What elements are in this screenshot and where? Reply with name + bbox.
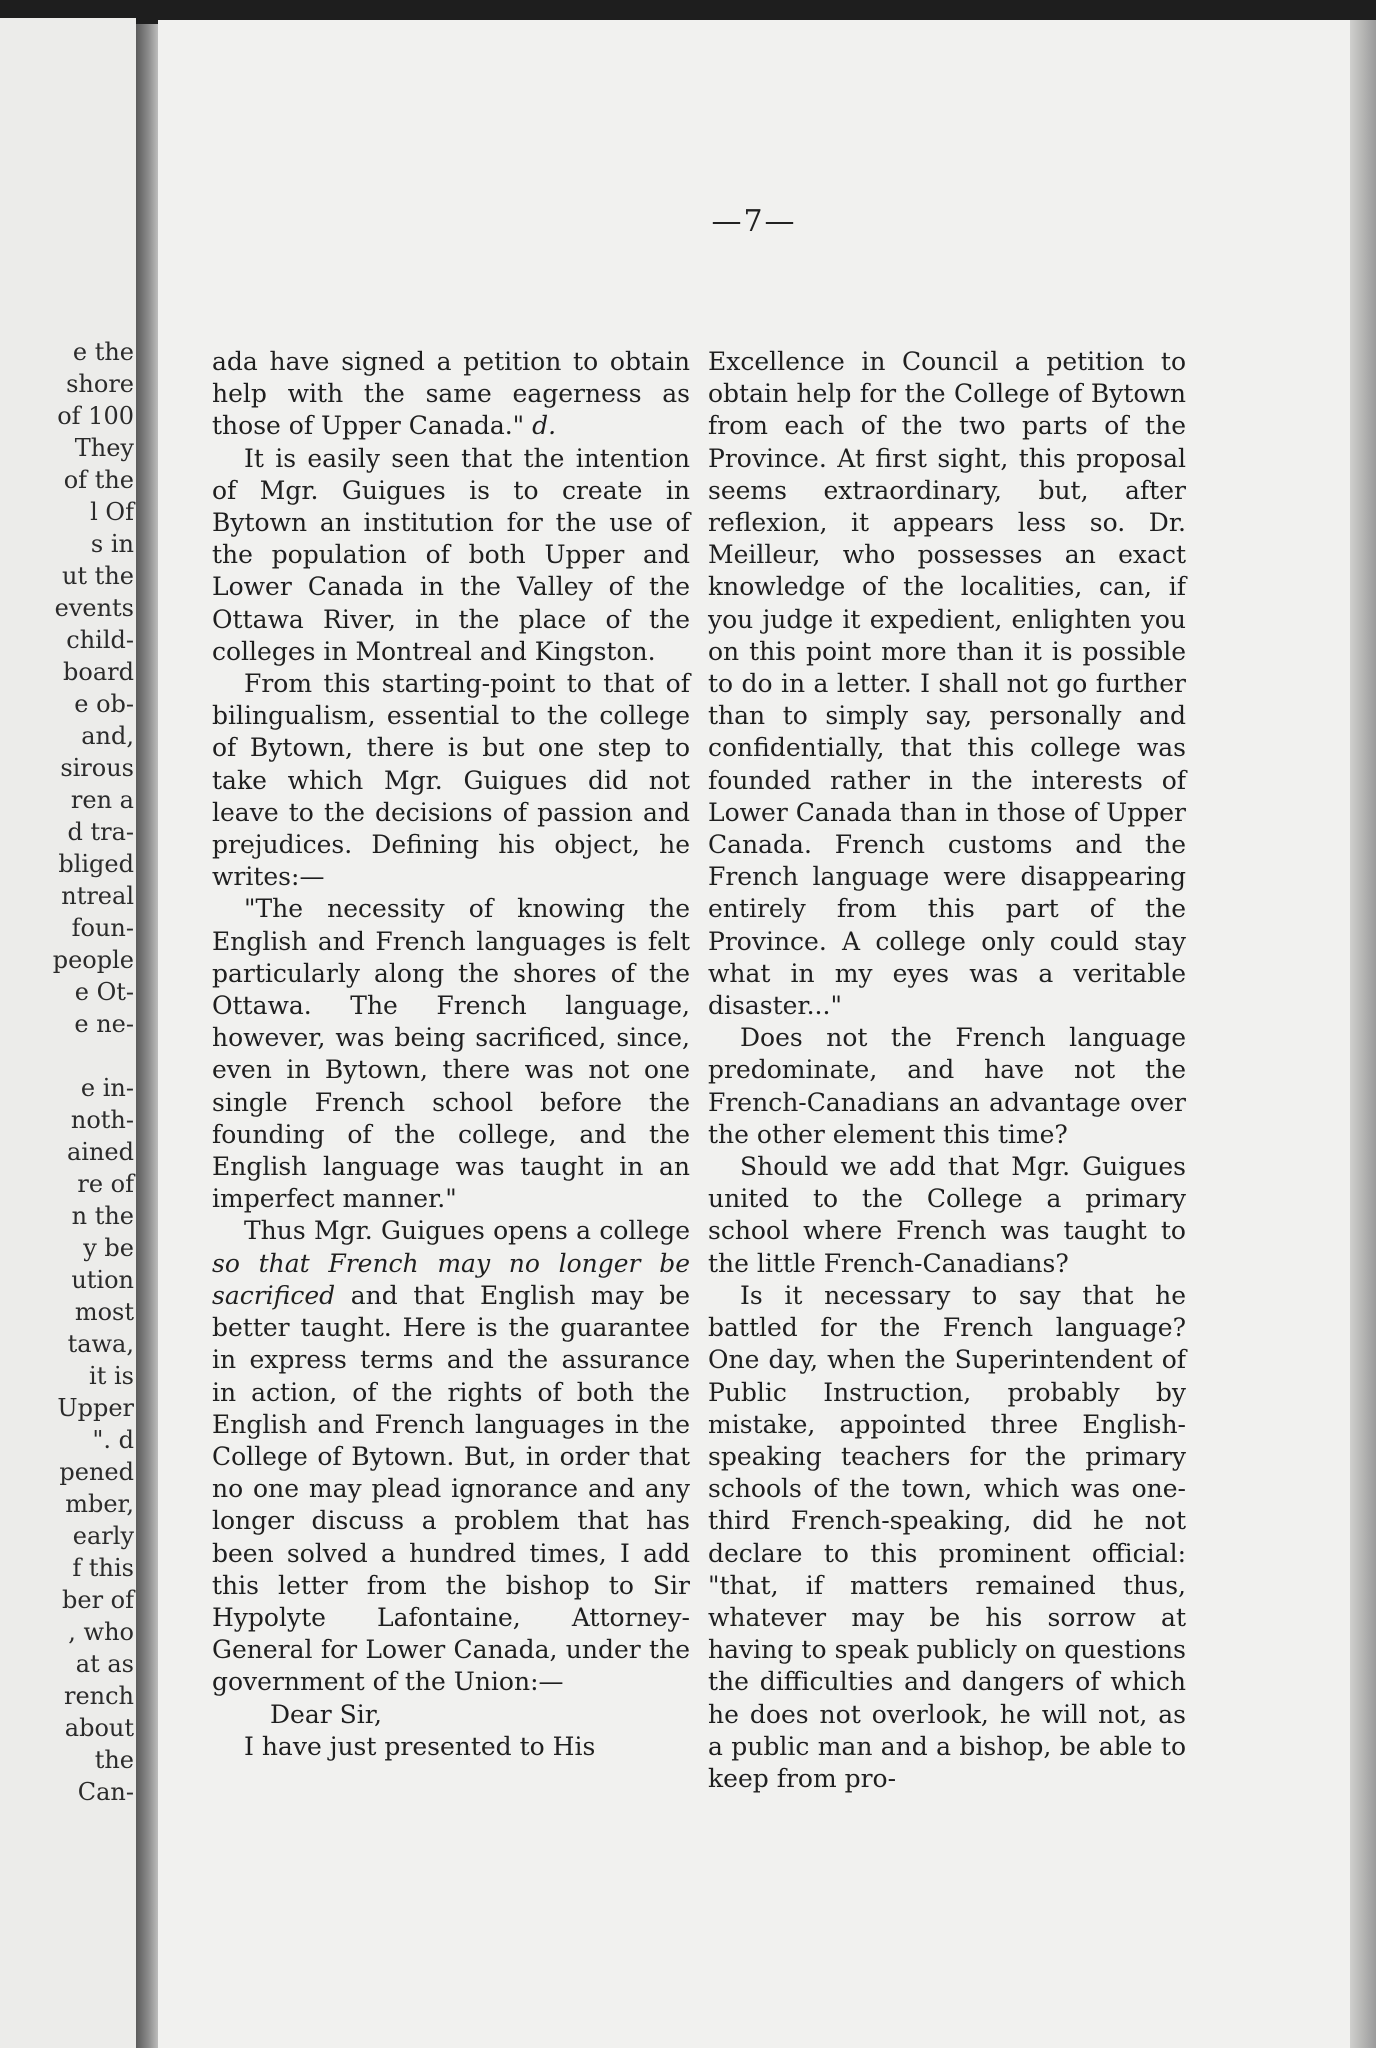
- text-column-right: [708, 346, 1186, 1795]
- facing-page-line: , who: [68, 1618, 134, 1646]
- facing-page-line: ren a: [70, 786, 134, 814]
- facing-page-line: noth-: [70, 1106, 134, 1134]
- paragraph: Is it necessary to say that he battled for the French language? One day, when the Superintendent of Public Instruction, probably by mistake, appointed three English-speaking teachers for the primary schools of the town, which was one-third French-speaking, did he not declare to this prominent official: "that, if matters remained thus, whatever may be his sorrow at having to speak publicly on questions the difficulties and dangers of which he does not overlook, he will not, as a public man and a bishop, be able to keep from pro-: [708, 1280, 1186, 1793]
- facing-page-line: tawa,: [67, 1330, 134, 1358]
- paragraph: Should we add that Mgr. Guigues united to the College a primary school where French was taught to the little French-Canadians?: [708, 1152, 1186, 1278]
- facing-page: [0, 18, 136, 2048]
- book-gutter: [136, 24, 158, 2048]
- facing-page-line: bliged: [58, 850, 134, 878]
- facing-page-line: shore: [66, 370, 134, 398]
- facing-page-line: ". d: [92, 1426, 134, 1454]
- text-column-left: [212, 346, 690, 1763]
- facing-page-line: e ne-: [74, 1010, 134, 1038]
- facing-page-line: and,: [81, 722, 134, 750]
- facing-page-line: ution: [71, 1266, 134, 1294]
- facing-page-line: e Ot-: [74, 978, 134, 1006]
- facing-page-line: events: [54, 594, 134, 622]
- facing-page-line: Upper: [57, 1394, 134, 1422]
- facing-page-line: n the: [71, 1202, 134, 1230]
- facing-page-line: foun-: [71, 914, 134, 942]
- facing-page-line: [53, 1040, 134, 1072]
- facing-page-line: ained: [66, 1138, 134, 1166]
- facing-page-line: y be: [83, 1234, 134, 1262]
- paragraph: Does not the French language predominate, and have not the French-Canadians an advantage over the other element this time?: [708, 1023, 1186, 1149]
- facing-page-line: child-: [66, 626, 134, 654]
- paragraph: Excellence in Council a petition to obtain help for the College of Bytown from each of the two parts of the Province. At first sight, this proposal seems extraordinary, but, after reflexion, it appears less so. Dr. Meilleur, who possesses an exact knowledge of the localities, can, if you judge it expedient, enlighten you on this point more than it is possible to do in a letter. I shall not go further than to simply say, personally and confidentially, that this college was founded rather in the interests of Lower Canada than in those of Upper Canada. French customs and the French language were disappearing entirely from this part of the Province. A college only could stay what in my eyes was a veritable disaster...": [708, 347, 1186, 1021]
- facing-page-line: ut the: [61, 562, 134, 590]
- paragraph: Thus Mgr. Guigues opens a college so that French may no longer be sacrificed and that English may be better taught. Here is the guarantee in express terms and the assurance in action, of the rights of both the English and French languages in the College of Bytown. But, in order that no one may plead ignorance and any longer discuss a problem that has been solved a hundred times, I add this letter from the bishop to Sir Hypolyte Lafontaine, Attorney-General for Lower Canada, under the government of the Union:—: [212, 1216, 690, 1697]
- facing-page-line: most: [74, 1298, 134, 1326]
- facing-page-line: of 100: [57, 402, 134, 430]
- facing-page-line: e the: [72, 338, 134, 366]
- facing-page-line: board: [63, 658, 134, 686]
- page-edge: [1350, 20, 1376, 2048]
- facing-page-line: f this: [72, 1554, 134, 1582]
- facing-page-text-fragments: [53, 336, 134, 1808]
- facing-page-line: early: [72, 1522, 134, 1550]
- facing-page-line: ntreal: [61, 882, 134, 910]
- facing-page-line: sirous: [60, 754, 134, 782]
- facing-page-line: re of: [77, 1170, 134, 1198]
- italic-emphasis: so that French may no longer be sacrificed: [212, 1248, 690, 1310]
- facing-page-line: at as: [75, 1650, 134, 1678]
- facing-page-line: ber of: [62, 1586, 134, 1614]
- facing-page-line: d tra-: [67, 818, 134, 846]
- facing-page-line: about: [64, 1714, 134, 1742]
- facing-page-line: e ob-: [74, 690, 134, 718]
- facing-page-line: people: [52, 946, 134, 974]
- facing-page-line: rench: [63, 1682, 134, 1710]
- paragraph: I have just presented to His: [244, 1731, 596, 1761]
- document-page: [158, 20, 1350, 2048]
- quotation-paragraph: "The necessity of knowing the English and French languages is felt particularly along the shores of the Ottawa. The French language, however, was being sacrificed, since, even in Bytown, there was not one single French school before the founding of the college, and the English language was taught in an imperfect manner.": [212, 894, 690, 1214]
- facing-page-line: it is: [89, 1362, 134, 1390]
- paragraph: From this starting-point to that of bilingualism, essential to the college of Bytown, there is but one step to take which Mgr. Guigues did not leave to the decisions of passion and prejudices. Defining his object, he writes:—: [212, 669, 690, 892]
- facing-page-line: Can-: [77, 1778, 134, 1806]
- citation-mark: d.: [524, 411, 557, 441]
- paragraph: It is easily seen that the intention of Mgr. Guigues is to create in Bytown an institution for the use of the population of both Upper and Lower Canada in the Valley of the Ottawa River, in the place of the colleges in Montreal and Kingston.: [212, 443, 690, 666]
- page-number: —7—: [711, 204, 797, 239]
- facing-page-line: pened: [59, 1458, 134, 1486]
- facing-page-line: of the: [63, 466, 134, 494]
- facing-page-line: e in-: [80, 1074, 134, 1102]
- facing-page-line: l Of: [90, 498, 134, 526]
- paragraph: ada have signed a petition to obtain help with the same eagerness as those of Upper Canada." d.: [212, 347, 690, 441]
- facing-page-line: the: [94, 1746, 134, 1774]
- facing-page-line: s in: [90, 530, 134, 558]
- letter-salutation: Dear Sir,: [270, 1699, 382, 1729]
- facing-page-line: They: [74, 434, 134, 462]
- facing-page-line: mber,: [65, 1490, 134, 1518]
